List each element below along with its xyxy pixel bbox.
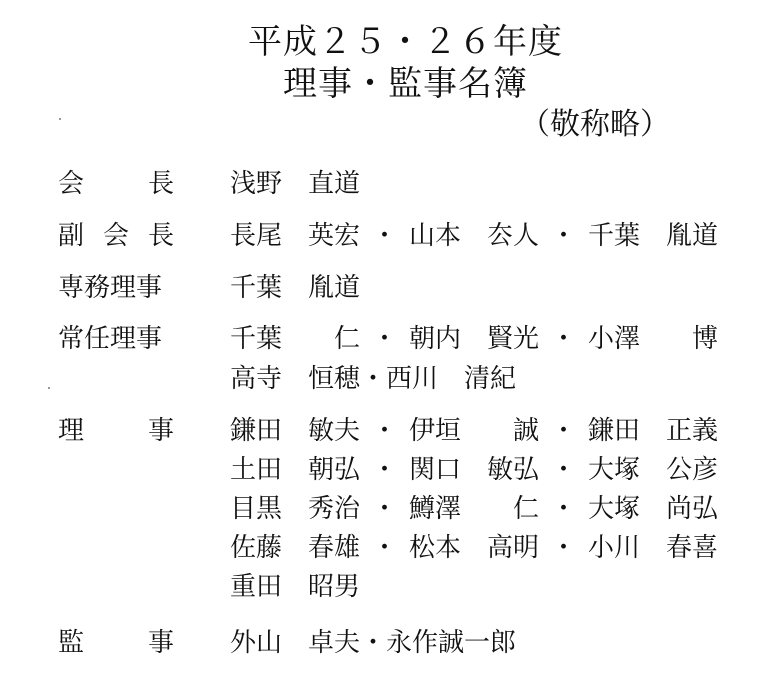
- role-char: 事: [147, 416, 174, 446]
- directors-row: [230, 531, 718, 565]
- standing-directors-row: [230, 362, 516, 396]
- vice-chairman-names: [230, 219, 718, 253]
- member-name: 鱒澤 仁: [408, 494, 539, 524]
- page-title-roster: 理事・監事名簿: [283, 64, 528, 104]
- name-separator: ・: [360, 364, 387, 394]
- member-name: 大塚 尚弘: [587, 494, 718, 524]
- name-separator: ・: [550, 221, 577, 251]
- honorific-omitted-note: （敬称略）: [520, 107, 670, 142]
- member-name: 伊垣 誠: [408, 416, 539, 446]
- name-separator: ・: [550, 533, 577, 563]
- role-auditors: [58, 626, 174, 660]
- member-name: 佐藤 春雄: [230, 533, 361, 563]
- directors-row: [230, 492, 718, 526]
- member-name: 長尾 英宏: [230, 221, 361, 251]
- member-name: 松本 高明: [408, 533, 539, 563]
- page-title-year: 平成２５・２６年度: [248, 22, 563, 62]
- name-separator: ・: [550, 455, 577, 485]
- role-char: 副: [58, 221, 85, 251]
- member-name: 大塚 公彦: [587, 455, 718, 485]
- member-name: 千葉 胤道: [230, 273, 361, 303]
- member-name: 重田 昭男: [230, 572, 361, 602]
- name-separator: ・: [360, 628, 387, 658]
- auditor-names: [230, 626, 516, 660]
- name-separator: ・: [550, 416, 577, 446]
- member-name: 千葉 胤道: [587, 221, 718, 251]
- role-standing-directors: 常任理事: [58, 324, 163, 354]
- member-name: 小川 春喜: [587, 533, 718, 563]
- member-name: 目黒 秀治: [230, 494, 361, 524]
- name-separator: ・: [550, 324, 577, 354]
- role-char: 長: [147, 221, 174, 251]
- member-name: 永作誠一郎: [386, 628, 517, 658]
- member-name: 関口 敏弘: [408, 455, 539, 485]
- role-char: 事: [147, 628, 174, 658]
- member-name: 朝内 賢光: [408, 324, 539, 354]
- role-vice-chairman: [58, 219, 174, 253]
- name-separator: ・: [371, 533, 398, 563]
- name-separator: ・: [550, 494, 577, 524]
- name-separator: ・: [371, 416, 398, 446]
- directors-row: [230, 570, 360, 604]
- role-char: 会: [58, 169, 85, 199]
- member-name: 外山 卓夫: [230, 628, 361, 658]
- role-char: 会: [102, 221, 129, 251]
- member-name: 浅野 直道: [230, 169, 361, 199]
- name-separator: ・: [371, 324, 398, 354]
- name-separator: ・: [371, 455, 398, 485]
- role-chairman: [58, 167, 174, 201]
- name-separator: ・: [371, 221, 398, 251]
- member-name: 山本 厺人: [408, 221, 539, 251]
- directors-row: [230, 414, 718, 448]
- role-executive-director: 専務理事: [58, 273, 163, 303]
- role-directors: [58, 414, 174, 448]
- chairman-names: [230, 167, 360, 201]
- member-name: 鎌田 正義: [587, 416, 718, 446]
- role-char: 理: [58, 416, 85, 446]
- member-name: 西川 清紀: [386, 364, 517, 394]
- scan-speck: [59, 118, 61, 120]
- role-char: 長: [147, 169, 174, 199]
- name-separator: ・: [371, 494, 398, 524]
- member-name: 土田 朝弘: [230, 455, 361, 485]
- member-name: 高寺 恒穂: [230, 364, 361, 394]
- directors-row: [230, 453, 718, 487]
- scan-speck: [48, 387, 50, 389]
- member-name: 鎌田 敏夫: [230, 416, 361, 446]
- role-char: 監: [58, 628, 85, 658]
- member-name: 千葉 仁: [230, 324, 361, 354]
- executive-director-names: [230, 271, 360, 305]
- standing-directors-row: [230, 322, 718, 356]
- member-name: 小澤 博: [587, 324, 718, 354]
